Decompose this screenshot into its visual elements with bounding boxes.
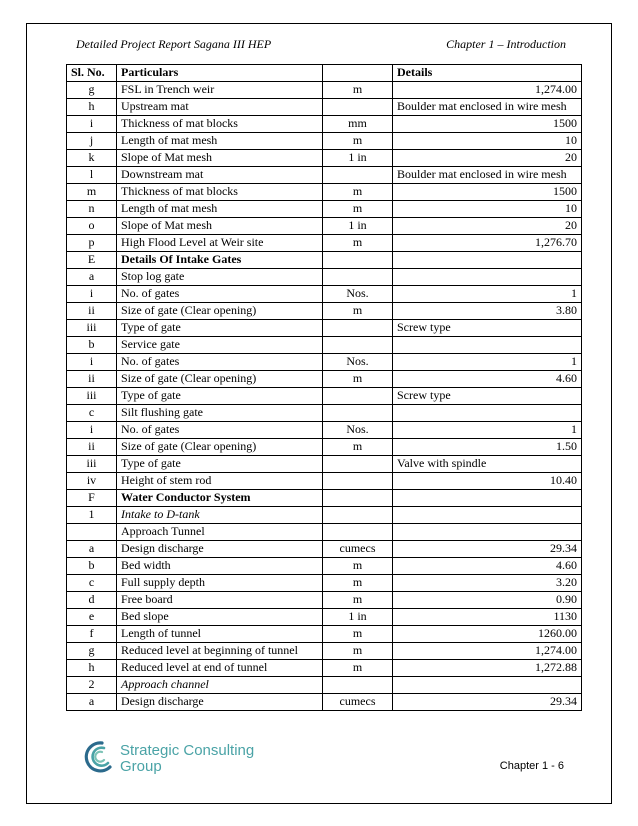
cell-unit: m bbox=[323, 439, 393, 456]
table-row bbox=[67, 269, 582, 286]
cell-sl-no: h bbox=[67, 660, 117, 677]
table-row bbox=[67, 337, 582, 354]
cell-sl-no: d bbox=[67, 592, 117, 609]
cell-unit: 1 in bbox=[323, 218, 393, 235]
cell-unit: cumecs bbox=[323, 694, 393, 711]
cell-details bbox=[393, 524, 582, 541]
table-row bbox=[67, 371, 582, 388]
project-details-table bbox=[66, 64, 582, 711]
cell-sl-no: F bbox=[67, 490, 117, 507]
cell-sl-no: i bbox=[67, 354, 117, 371]
cell-unit bbox=[323, 473, 393, 490]
cell-details: Boulder mat enclosed in wire mesh bbox=[393, 99, 582, 116]
cell-unit: m bbox=[323, 371, 393, 388]
page-header bbox=[76, 37, 566, 53]
cell-details: 1 bbox=[393, 422, 582, 439]
table-row bbox=[67, 388, 582, 405]
table-row bbox=[67, 201, 582, 218]
cell-particulars: Slope of Mat mesh bbox=[117, 218, 323, 235]
cell-sl-no: b bbox=[67, 558, 117, 575]
cell-details: Valve with spindle bbox=[393, 456, 582, 473]
cell-details: 3.20 bbox=[393, 575, 582, 592]
cell-details: 1500 bbox=[393, 116, 582, 133]
cell-particulars: Silt flushing gate bbox=[117, 405, 323, 422]
cell-sl-no: f bbox=[67, 626, 117, 643]
cell-particulars: Design discharge bbox=[117, 694, 323, 711]
cell-details bbox=[393, 507, 582, 524]
cell-unit bbox=[323, 507, 393, 524]
table-row bbox=[67, 235, 582, 252]
cell-details bbox=[393, 405, 582, 422]
cell-particulars: High Flood Level at Weir site bbox=[117, 235, 323, 252]
table-row bbox=[67, 524, 582, 541]
footer-page-number: Chapter 1 - 6 bbox=[499, 760, 564, 772]
cell-details: 1,276.70 bbox=[393, 235, 582, 252]
table-row bbox=[67, 422, 582, 439]
cell-particulars: Thickness of mat blocks bbox=[117, 184, 323, 201]
cell-particulars: Free board bbox=[117, 592, 323, 609]
cell-particulars: Stop log gate bbox=[117, 269, 323, 286]
cell-unit: m bbox=[323, 626, 393, 643]
cell-unit bbox=[323, 252, 393, 269]
cell-unit bbox=[323, 405, 393, 422]
table-row bbox=[67, 592, 582, 609]
cell-unit bbox=[323, 677, 393, 694]
table-row bbox=[67, 184, 582, 201]
cell-unit: m bbox=[323, 184, 393, 201]
cell-unit: m bbox=[323, 235, 393, 252]
table-row bbox=[67, 150, 582, 167]
cell-sl-no: iii bbox=[67, 388, 117, 405]
cell-particulars: Size of gate (Clear opening) bbox=[117, 371, 323, 388]
cell-particulars: Details Of Intake Gates bbox=[117, 252, 323, 269]
cell-sl-no: iv bbox=[67, 473, 117, 490]
cell-details bbox=[393, 490, 582, 507]
cell-unit bbox=[323, 99, 393, 116]
cell-sl-no: j bbox=[67, 133, 117, 150]
table-body bbox=[67, 82, 582, 711]
cell-unit: cumecs bbox=[323, 541, 393, 558]
cell-details bbox=[393, 337, 582, 354]
cell-sl-no: o bbox=[67, 218, 117, 235]
cell-details: 10.40 bbox=[393, 473, 582, 490]
cell-details: 1500 bbox=[393, 184, 582, 201]
cell-particulars: Size of gate (Clear opening) bbox=[117, 303, 323, 320]
table-row bbox=[67, 490, 582, 507]
company-logo bbox=[80, 737, 280, 777]
cell-details: 1 bbox=[393, 354, 582, 371]
cell-unit: Nos. bbox=[323, 422, 393, 439]
cell-sl-no: g bbox=[67, 82, 117, 99]
cell-sl-no: a bbox=[67, 694, 117, 711]
cell-unit bbox=[323, 524, 393, 541]
cell-particulars: Bed width bbox=[117, 558, 323, 575]
cell-particulars: Length of mat mesh bbox=[117, 201, 323, 218]
table-row bbox=[67, 405, 582, 422]
cell-sl-no: g bbox=[67, 643, 117, 660]
table-row bbox=[67, 456, 582, 473]
table-row bbox=[67, 439, 582, 456]
cell-sl-no: ii bbox=[67, 303, 117, 320]
cell-unit: m bbox=[323, 558, 393, 575]
cell-details: 10 bbox=[393, 133, 582, 150]
cell-particulars: Service gate bbox=[117, 337, 323, 354]
table-row bbox=[67, 133, 582, 150]
cell-sl-no: h bbox=[67, 99, 117, 116]
cell-particulars: Water Conductor System bbox=[117, 490, 323, 507]
cell-particulars: Upstream mat bbox=[117, 99, 323, 116]
table-row bbox=[67, 575, 582, 592]
cell-sl-no: 1 bbox=[67, 507, 117, 524]
cell-sl-no: k bbox=[67, 150, 117, 167]
cell-particulars: Intake to D-tank bbox=[117, 507, 323, 524]
cell-sl-no: b bbox=[67, 337, 117, 354]
cell-details bbox=[393, 677, 582, 694]
cell-details: 20 bbox=[393, 150, 582, 167]
cell-details: 3.80 bbox=[393, 303, 582, 320]
cell-details: 1,274.00 bbox=[393, 643, 582, 660]
cell-particulars: Thickness of mat blocks bbox=[117, 116, 323, 133]
cell-particulars: Height of stem rod bbox=[117, 473, 323, 490]
cell-sl-no: l bbox=[67, 167, 117, 184]
header-document-title: Detailed Project Report Sagana III HEP bbox=[76, 37, 272, 51]
cell-unit: Nos. bbox=[323, 354, 393, 371]
table-row bbox=[67, 354, 582, 371]
table-row bbox=[67, 167, 582, 184]
cell-particulars: Length of tunnel bbox=[117, 626, 323, 643]
table-row bbox=[67, 558, 582, 575]
cell-sl-no: i bbox=[67, 116, 117, 133]
cell-particulars: Full supply depth bbox=[117, 575, 323, 592]
table-row bbox=[67, 643, 582, 660]
logo-swirl-icon bbox=[86, 743, 110, 771]
cell-unit: 1 in bbox=[323, 609, 393, 626]
cell-particulars: Downstream mat bbox=[117, 167, 323, 184]
cell-unit bbox=[323, 490, 393, 507]
cell-particulars: FSL in Trench weir bbox=[117, 82, 323, 99]
cell-details: 1,274.00 bbox=[393, 82, 582, 99]
cell-sl-no: a bbox=[67, 269, 117, 286]
table-row bbox=[67, 677, 582, 694]
cell-details: 10 bbox=[393, 201, 582, 218]
cell-sl-no: m bbox=[67, 184, 117, 201]
table-row bbox=[67, 473, 582, 490]
table-row bbox=[67, 626, 582, 643]
cell-sl-no: ii bbox=[67, 371, 117, 388]
cell-sl-no: 2 bbox=[67, 677, 117, 694]
cell-sl-no: a bbox=[67, 541, 117, 558]
cell-sl-no: ii bbox=[67, 439, 117, 456]
cell-unit bbox=[323, 456, 393, 473]
cell-details: Boulder mat enclosed in wire mesh bbox=[393, 167, 582, 184]
cell-sl-no: i bbox=[67, 286, 117, 303]
cell-unit bbox=[323, 388, 393, 405]
table-row bbox=[67, 320, 582, 337]
cell-details: 29.34 bbox=[393, 541, 582, 558]
cell-details: 1130 bbox=[393, 609, 582, 626]
cell-sl-no: i bbox=[67, 422, 117, 439]
cell-details: 1,272.88 bbox=[393, 660, 582, 677]
cell-details: 1 bbox=[393, 286, 582, 303]
cell-unit bbox=[323, 320, 393, 337]
cell-details: 4.60 bbox=[393, 558, 582, 575]
cell-particulars: Size of gate (Clear opening) bbox=[117, 439, 323, 456]
cell-unit: m bbox=[323, 660, 393, 677]
cell-details: Screw type bbox=[393, 388, 582, 405]
cell-sl-no: c bbox=[67, 575, 117, 592]
cell-details: 0.90 bbox=[393, 592, 582, 609]
cell-sl-no: e bbox=[67, 609, 117, 626]
header-chapter-title: Chapter 1 – Introduction bbox=[446, 37, 566, 51]
cell-sl-no: p bbox=[67, 235, 117, 252]
cell-particulars: Reduced level at end of tunnel bbox=[117, 660, 323, 677]
cell-particulars: Reduced level at beginning of tunnel bbox=[117, 643, 323, 660]
cell-unit: m bbox=[323, 592, 393, 609]
cell-details: Screw type bbox=[393, 320, 582, 337]
cell-particulars: Type of gate bbox=[117, 320, 323, 337]
cell-unit: 1 in bbox=[323, 150, 393, 167]
cell-unit bbox=[323, 337, 393, 354]
cell-particulars: No. of gates bbox=[117, 286, 323, 303]
cell-details: 1260.00 bbox=[393, 626, 582, 643]
cell-unit: m bbox=[323, 303, 393, 320]
cell-unit: m bbox=[323, 643, 393, 660]
cell-particulars: No. of gates bbox=[117, 354, 323, 371]
cell-particulars: Design discharge bbox=[117, 541, 323, 558]
table-row bbox=[67, 82, 582, 99]
cell-particulars: No. of gates bbox=[117, 422, 323, 439]
cell-details: 1.50 bbox=[393, 439, 582, 456]
cell-unit bbox=[323, 167, 393, 184]
cell-particulars: Slope of Mat mesh bbox=[117, 150, 323, 167]
cell-particulars: Approach Tunnel bbox=[117, 524, 323, 541]
header-particulars: Particulars bbox=[117, 65, 323, 82]
cell-unit bbox=[323, 269, 393, 286]
cell-sl-no: E bbox=[67, 252, 117, 269]
table-header-row bbox=[67, 65, 582, 82]
table-row bbox=[67, 660, 582, 677]
cell-sl-no: iii bbox=[67, 320, 117, 337]
cell-unit: m bbox=[323, 133, 393, 150]
cell-unit: mm bbox=[323, 116, 393, 133]
cell-particulars: Type of gate bbox=[117, 456, 323, 473]
cell-unit: m bbox=[323, 82, 393, 99]
cell-unit: Nos. bbox=[323, 286, 393, 303]
cell-particulars: Bed slope bbox=[117, 609, 323, 626]
table-row bbox=[67, 286, 582, 303]
cell-particulars: Approach channel bbox=[117, 677, 323, 694]
table-row bbox=[67, 609, 582, 626]
cell-details: 4.60 bbox=[393, 371, 582, 388]
cell-details: 29.34 bbox=[393, 694, 582, 711]
cell-particulars: Length of mat mesh bbox=[117, 133, 323, 150]
table-row bbox=[67, 99, 582, 116]
logo-text-line1: Strategic Consulting bbox=[120, 742, 255, 759]
cell-sl-no: iii bbox=[67, 456, 117, 473]
cell-sl-no: n bbox=[67, 201, 117, 218]
table-row bbox=[67, 303, 582, 320]
cell-details: 20 bbox=[393, 218, 582, 235]
table-row bbox=[67, 116, 582, 133]
cell-sl-no bbox=[67, 524, 117, 541]
table-row bbox=[67, 252, 582, 269]
table-row bbox=[67, 218, 582, 235]
header-unit bbox=[323, 65, 393, 82]
header-sl-no: Sl. No. bbox=[67, 65, 117, 82]
cell-details bbox=[393, 269, 582, 286]
cell-sl-no: c bbox=[67, 405, 117, 422]
table-row bbox=[67, 541, 582, 558]
logo-text-line2: Group bbox=[120, 758, 162, 775]
cell-particulars: Type of gate bbox=[117, 388, 323, 405]
table-row bbox=[67, 507, 582, 524]
cell-unit: m bbox=[323, 575, 393, 592]
cell-unit: m bbox=[323, 201, 393, 218]
table-row bbox=[67, 694, 582, 711]
cell-details bbox=[393, 252, 582, 269]
header-details: Details bbox=[393, 65, 582, 82]
